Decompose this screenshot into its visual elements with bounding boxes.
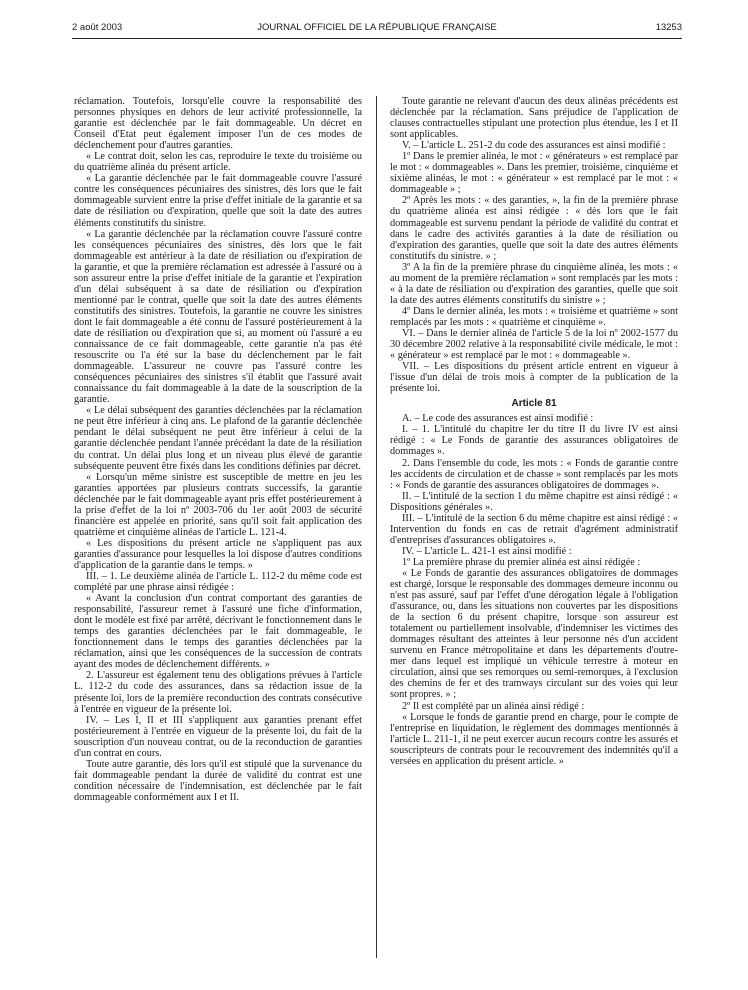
paragraph: 4º Dans le dernier alinéa, les mots : « troisième et quatrième » sont remplacés par les mots : « quatrième et cinquième ». (390, 305, 678, 328)
column-divider (376, 96, 377, 958)
running-header (72, 22, 682, 36)
paragraph: 1º Dans le premier alinéa, le mot : « générateurs » est remplacé par le mot : « dommageables ». Dans les premier, troisième, cinquième et sixième alinéas, le mot : « générateur » est remplacé par le mot : « dommageable » ; (390, 151, 678, 196)
header-page-number: 13253 (655, 22, 682, 33)
paragraph: VII. – Les dispositions du présent article entrent en vigueur à l'issue d'un délai de trois mois à compter de la publication de la présente loi. (390, 361, 678, 395)
paragraph: « La garantie déclenchée par le fait dommageable couvre l'assuré contre les conséquences pécuniaires des sinistres, dès lors que le fait dommageable survient entre la prise d'effet initiale de la garantie et sa date de résiliation ou d'expiration, quelle que soit la date des autres éléments constitutifs du sinistre. (74, 173, 362, 229)
right-column (390, 96, 678, 767)
header-rule (72, 38, 682, 39)
paragraph: IV. – Les I, II et III s'appliquent aux garanties prenant effet postérieurement à l'entrée en vigueur de la présente loi, du fait de la souscription d'un nouveau contrat, ou de la reconduction de garanties d'un contrat en cours. (74, 714, 362, 759)
paragraph: 2. L'assureur est également tenu des obligations prévues à l'article L. 112-2 du code des assurances, dans sa rédaction issue de la présente loi, lors de la première reconduction des contrats consécutive à l'entrée en vigueur de la présente loi. (74, 670, 362, 715)
header-date: 2 août 2003 (72, 22, 123, 33)
paragraph: Toute garantie ne relevant d'aucun des deux alinéas précédents est déclenchée par la réclamation. Sans préjudice de l'application de clauses contractuelles stipulant une protection plus étendue, les I et II sont applicables. (390, 96, 678, 141)
article-heading: Article 81 (511, 398, 557, 410)
paragraph: V. – L'article L. 251-2 du code des assurances est ainsi modifié : (402, 140, 666, 152)
paragraph: A. – Le code des assurances est ainsi modifié : (402, 413, 594, 425)
paragraph: II. – L'intitulé de la section 1 du même chapitre est ainsi rédigé : « Dispositions générales ». (390, 490, 678, 513)
paragraph: « Les dispositions du présent article ne s'appliquent pas aux garanties d'assurance pour lesquelles la loi dispose d'autres conditions d'application de la garantie dans le temps. » (74, 537, 362, 571)
paragraph: « Avant la conclusion d'un contrat comportant des garanties de responsabilité, l'assureur remet à l'assuré une fiche d'information, dont le modèle est fixé par arrêté, décrivant le fonctionnement dans le temps des garanties déclenchées par le fait dommageable, le fonctionnement dans le temps des garanties déclenchées par la réclamation, ainsi que les conséquences de la succession de contrats ayant des modes de déclenchement différents. » (74, 593, 362, 671)
paragraph: VI. – Dans le dernier alinéa de l'article 5 de la loi nº 2002-1577 du 30 décembre 2002 relative à la responsabilité civile médicale, le mot : « générateur » est remplacé par le mot : « dommageable ». (390, 327, 678, 362)
paragraph: 2º Après les mots : « des garanties, », la fin de la première phrase du quatrième alinéa est ainsi rédigée : « dès lors que le fait dommageable est survenu pendant la période de validité du contrat et dans le cadre des activités garanties à la date de résiliation ou d'expiration des garanties, quelle que soit la date des autres éléments constitutifs du sinistre. » ; (390, 195, 678, 262)
paragraph: I. – 1. L'intitulé du chapitre Ier du titre II du livre IV est ainsi rédigé : « Le Fonds de garantie des assurances obligatoires de dommages ». (390, 424, 678, 458)
paragraph: « Le contrat doit, selon les cas, reproduire le texte du troisième ou du quatrième alinéa du présent article. (74, 151, 362, 174)
paragraph: 2. Dans l'ensemble du code, les mots : « Fonds de garantie contre les accidents de circulation et de chasse » sont remplacés par les mots : « Fonds de garantie des assurances obligatoires de dommages ». (390, 457, 678, 491)
paragraph: 2º Il est complété par un alinéa ainsi rédigé : (402, 700, 585, 712)
paragraph: III. – L'intitulé de la section 6 du même chapitre est ainsi rédigé : « Intervention du fonds en cas de retrait d'agrément administratif d'entreprises d'assurances obligatoires ». (390, 512, 678, 546)
paragraph: 1º La première phrase du premier alinéa est ainsi rédigée : (402, 556, 641, 568)
paragraph: « La garantie déclenchée par la réclamation couvre l'assuré contre les conséquences pécuniaires des sinistres, dès lors que le fait dommageable est antérieur à la date de résiliation ou d'expiration de la garantie, et que la première réclamation est adressée à l'assuré ou à son assureur entre la prise d'effet initiale de la garantie et l'expiration d'un délai subséquent à sa date de résiliation ou d'expiration mentionné par le contrat, quelle que soit la date des autres éléments constitutifs des sinistres. Toutefois, la garantie ne couvre les sinistres dont le fait dommageable a été connu de l'assuré postérieurement à la date de résiliation ou d'expiration que si, au moment où l'assuré a eu connaissance de ce fait dommageable, cette garantie n'a pas été resouscrite ou l'a été sur la base du déclenchement par le fait dommageable. L'assureur ne couvre pas l'assuré contre les conséquences pécuniaires des sinistres s'il établit que l'assuré avait connaissance du fait dommageable à la date de la souscription de la garantie. (74, 228, 362, 406)
paragraph: « Le délai subséquent des garanties déclenchées par la réclamation ne peut être inférieur à cinq ans. Le plafond de la garantie déclenchée pendant le délai subséquent ne peut être inférieur à celui de la garantie déclenchée pendant l'année précédant la date de la résiliation du contrat. Un délai plus long et un niveau plus élevé de garantie subséquente peuvent être fixés dans les conditions définies par décret. (74, 405, 362, 472)
paragraph: 3º A la fin de la première phrase du cinquième alinéa, les mots : « au moment de la première réclamation » sont remplacés par les mots : « à la date de résiliation ou d'expiration des garanties, quelle que soit la date des autres éléments constitutifs du sinistre » ; (390, 261, 678, 306)
paragraph: III. – 1. Le deuxième alinéa de l'article L. 112-2 du même code est complété par une phrase ainsi rédigée : (74, 571, 362, 594)
paragraph: « Le Fonds de garantie des assurances obligatoires de dommages est chargé, lorsque le responsable des dommages demeure inconnu ou n'est pas assuré, sauf par l'effet d'une dérogation légale à l'obligation d'assurance, ou, dans les situations non couvertes par les dispositions de la section 6 du présent chapitre, lorsque son assureur est totalement ou partiellement insolvable, d'indemniser les victimes des dommages résultant des atteintes à leur personne nés d'un accident survenu en France métropolitaine et dans les départements d'outre-mer dans lequel est impliqué un véhicule terrestre à moteur en circulation, ainsi que ses remorques ou semi-remorques, à l'exclusion des chemins de fer et des tramways circulant sur des voies qui leur sont propres. » ; (390, 567, 678, 701)
paragraph: « Lorsque le fonds de garantie prend en charge, pour le compte de l'entreprise en liquidation, le règlement des dommages mentionnés à l'article L. 211-1, il ne peut exercer aucun recours contre les assurés et souscripteurs de contrats pour le recouvrement des indemnités qu'il a versées en application du présent article. » (390, 711, 678, 767)
paragraph: Toute autre garantie, dès lors qu'il est stipulé que la survenance du fait dommageable pendant la durée de validité du contrat est une condition nécessaire de l'indemnisation, est déclenchée par le fait dommageable conformément aux I et II. (74, 758, 362, 803)
paragraph: IV. – L'article L. 421-1 est ainsi modifié : (402, 545, 572, 557)
paragraph: « Lorsqu'un même sinistre est susceptible de mettre en jeu les garanties apportées par plusieurs contrats successifs, la garantie déclenchée par le fait dommageable ayant pris effet postérieurement à la prise d'effet de la loi nº 2003-706 du 1er août 2003 de sécurité financière est appelée en priorité, sans qu'il soit fait application des quatrième et cinquième alinéas de l'article L. 121-4. (74, 471, 362, 538)
left-column (74, 96, 362, 803)
paragraph: réclamation. Toutefois, lorsqu'elle couvre la responsabilité des personnes physiques en dehors de leur activité professionnelle, la garantie est déclenchée par le fait dommageable. Un décret en Conseil d'Etat peut également imposer l'un de ces modes de déclenchement pour d'autres garanties. (74, 96, 362, 152)
header-journal-title: JOURNAL OFFICIEL DE LA RÉPUBLIQUE FRANÇAISE (257, 22, 497, 33)
